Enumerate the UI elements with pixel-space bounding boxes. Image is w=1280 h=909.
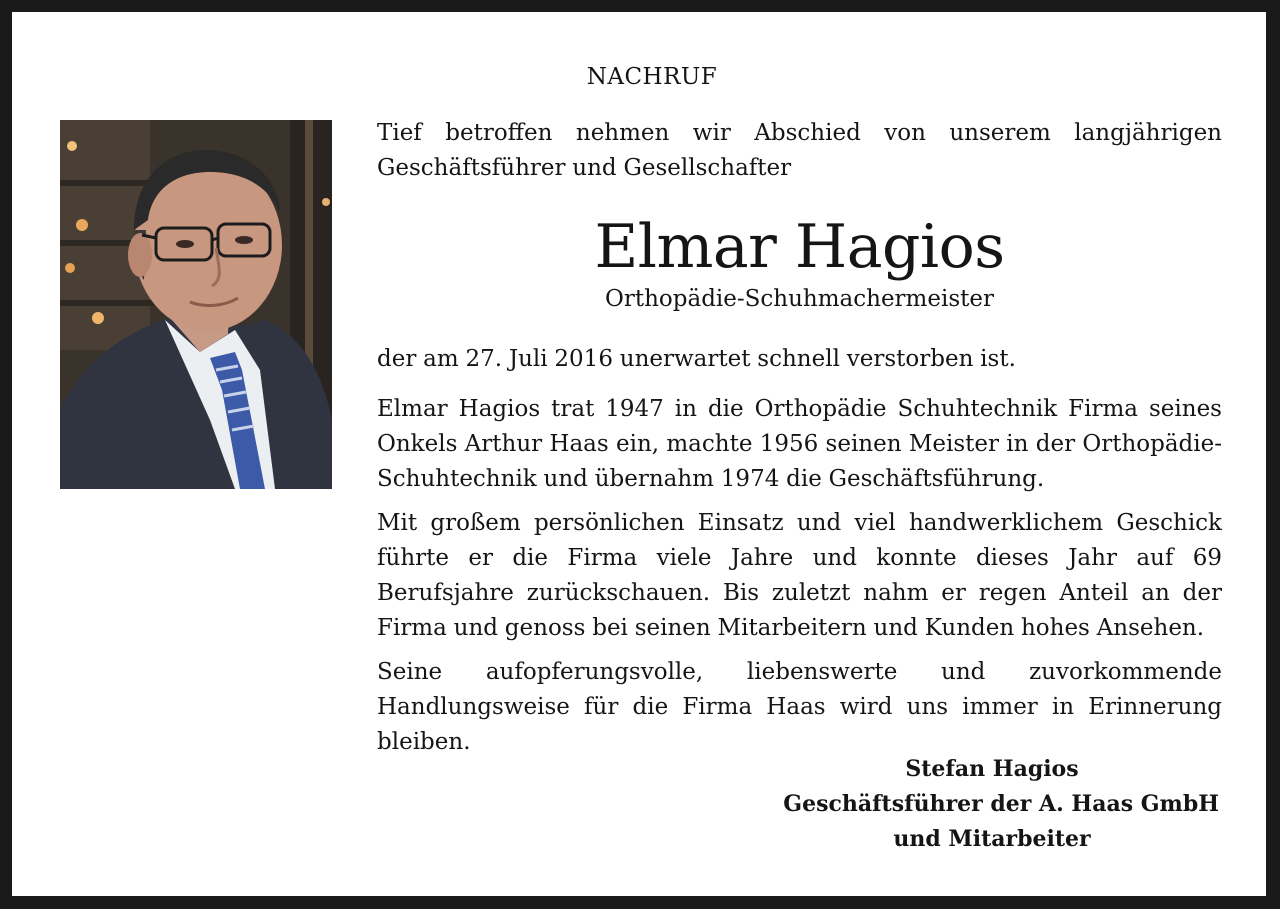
paragraph-career: Elmar Hagios trat 1947 in die Orthopädie Schuhtechnik Firma seines Onkels Arthur Haas ein, machte 1956 seinen Meister in der Orthopädie-Schuhtechnik und übernahm 1974 die Geschäftsführung. <box>377 396 1222 492</box>
notice-heading: NACHRUF <box>586 64 718 90</box>
signature-staff: und Mitarbeiter <box>893 826 1091 852</box>
intro-text: Tief betroffen nehmen wir Abschied von unserem langjährigen Geschäftsführer und Gesellschafter <box>377 120 1222 181</box>
paragraph-death-date: der am 27. Juli 2016 unerwartet schnell verstorben ist. <box>377 346 1016 372</box>
signature-name: Stefan Hagios <box>905 756 1079 782</box>
signature-title: Geschäftsführer der A. Haas GmbH <box>783 791 1219 817</box>
paragraph-commitment: Mit großem persönlichen Einsatz und viel handwerklichem Geschick führte er die Firma viele Jahre und konnte dieses Jahr auf 69 Berufsjahre zurückschauen. Bis zuletzt nahm er regen Anteil an der Firma und genoss bei seinen Mitarbeitern und Kunden hohes Ansehen. <box>377 510 1222 641</box>
deceased-name: Elmar Hagios <box>594 212 1005 282</box>
paragraph-remembrance: Seine aufopferungsvolle, liebenswerte und zuvorkommende Handlungsweise für die Firma Haas wird uns immer in Erinnerung bleiben. <box>377 659 1222 755</box>
deceased-profession: Orthopädie-Schuhmachermeister <box>605 286 994 312</box>
obituary-notice <box>12 12 1266 896</box>
portrait-photo <box>60 120 332 489</box>
